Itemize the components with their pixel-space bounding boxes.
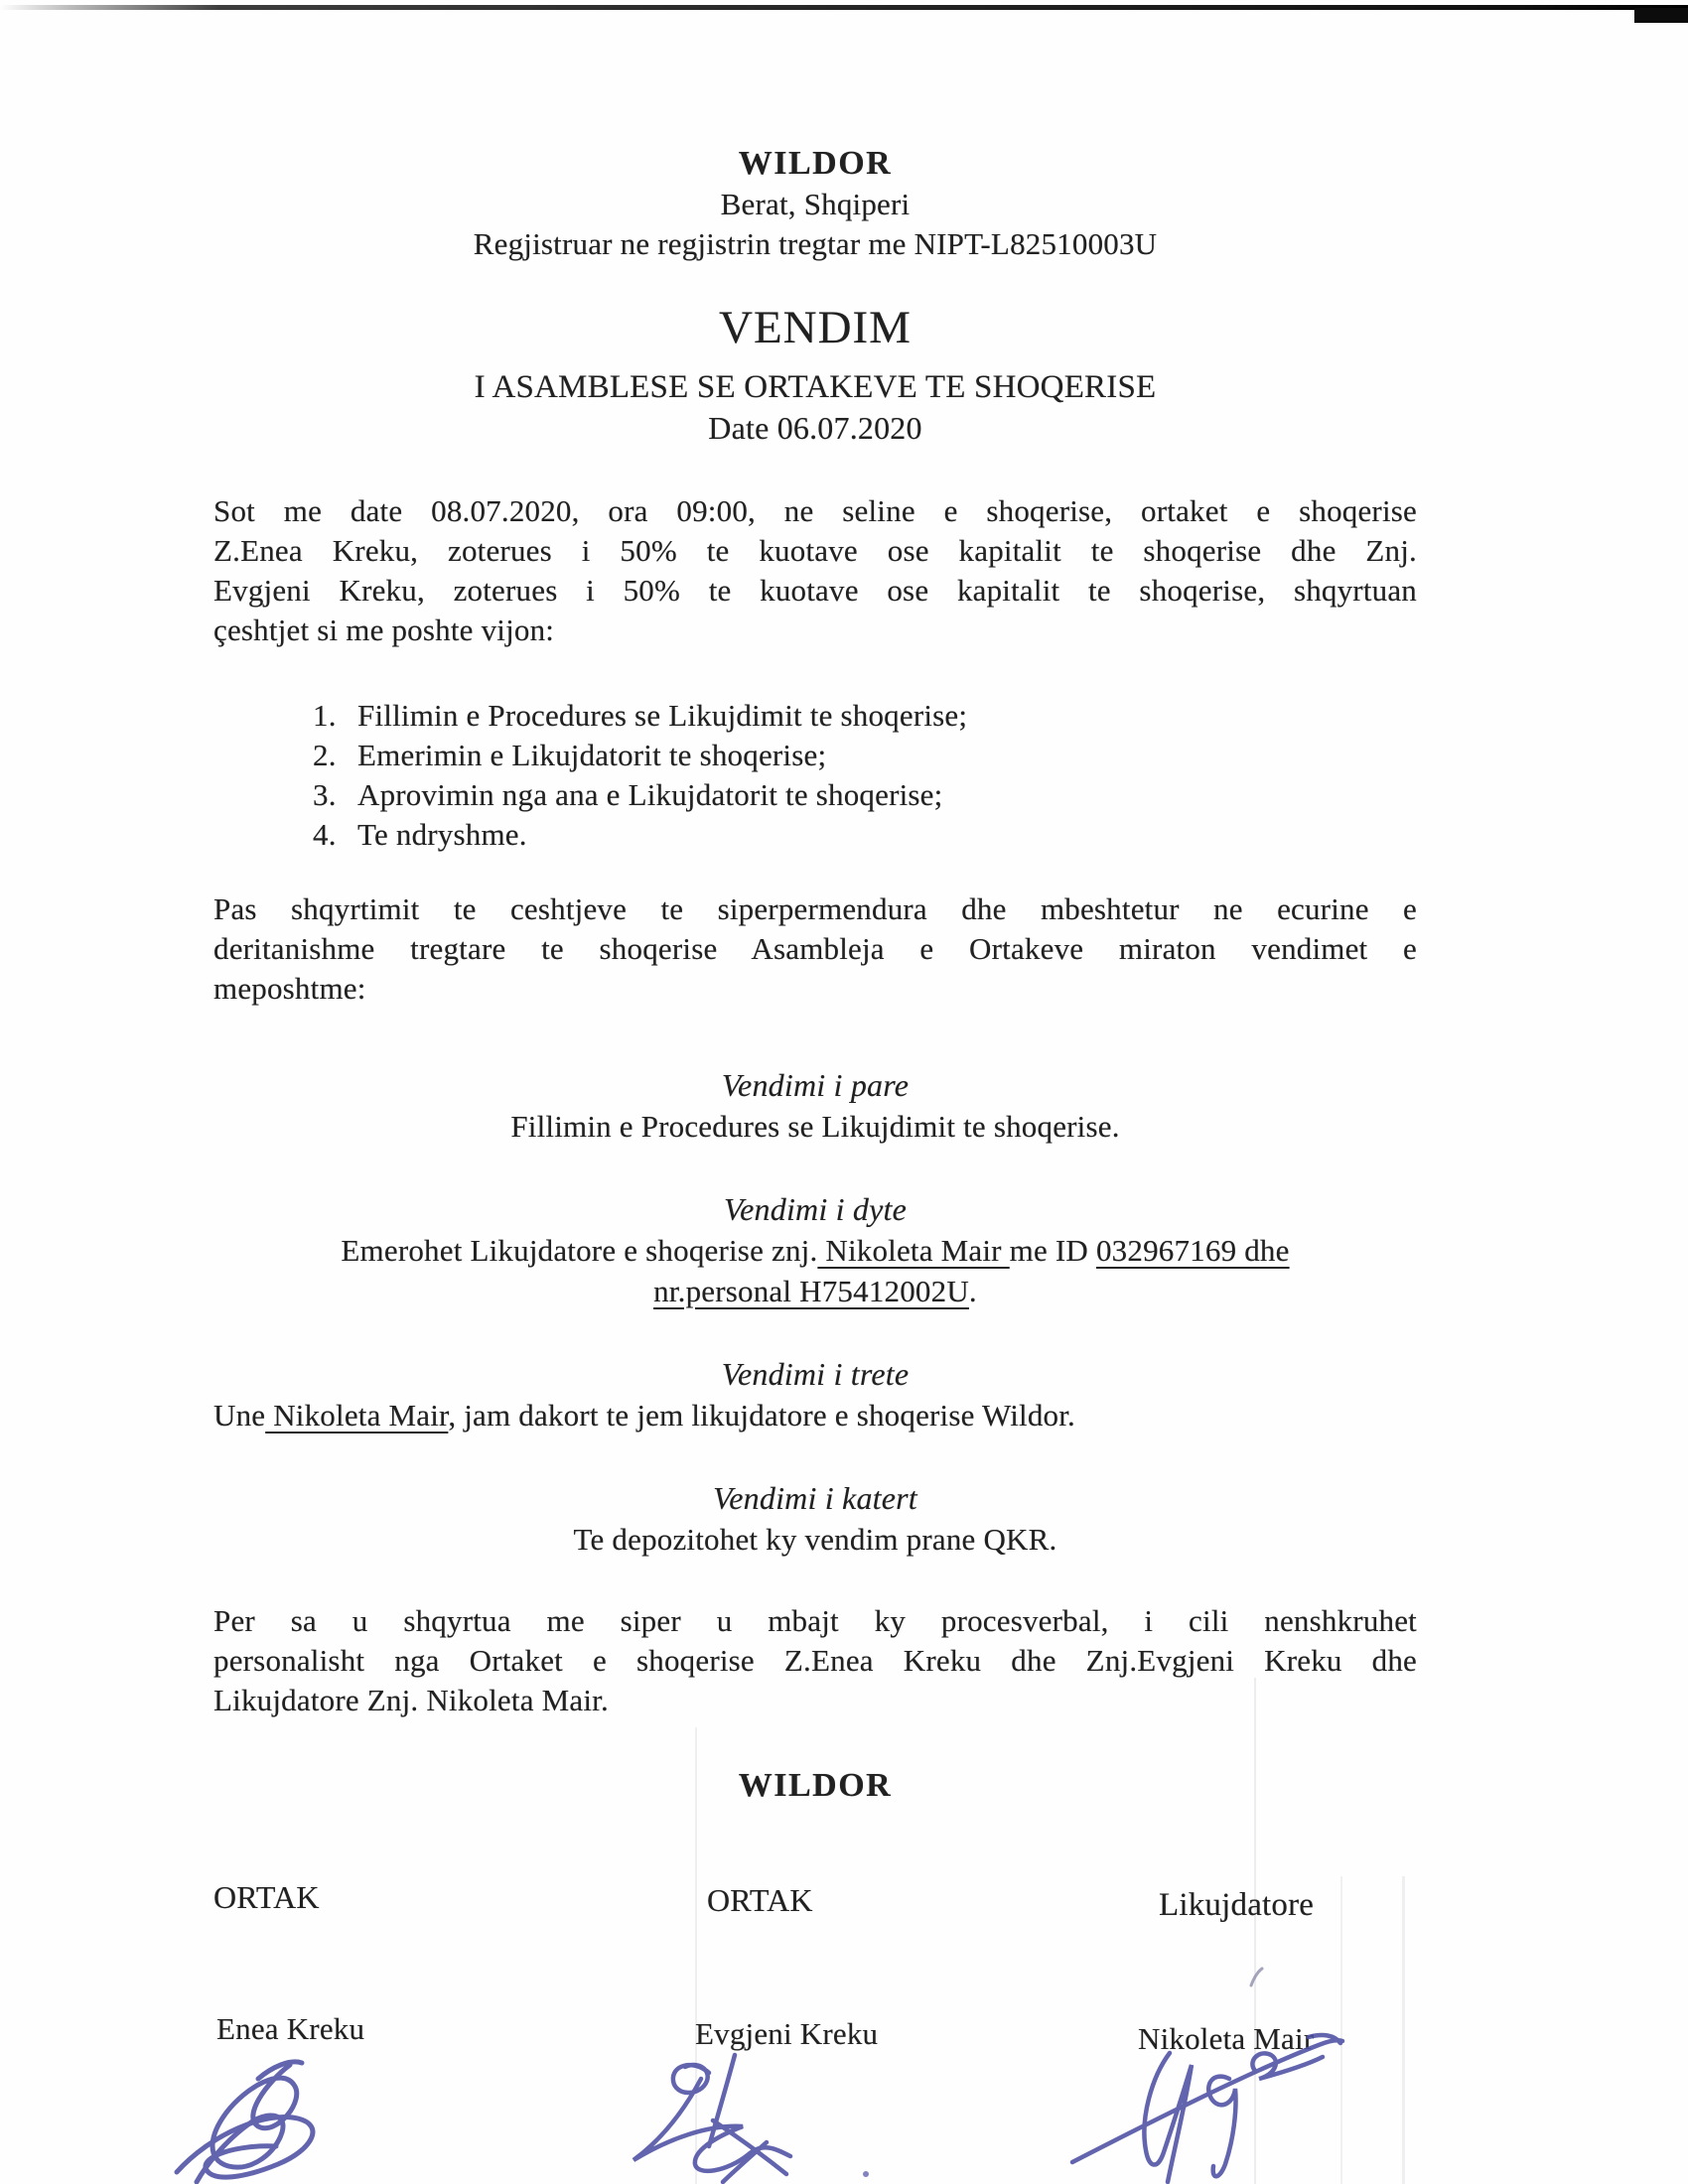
agenda-item-2 — [213, 738, 1417, 773]
intro-line-4: çeshtjet si me poshte vijon: — [213, 613, 555, 647]
document-date: Date 06.07.2020 — [708, 410, 922, 446]
agenda-text-1: Fillimin e Procedures se Likujdimit te shoqerise; — [357, 698, 968, 733]
signer-name-1: Enea Kreku — [216, 2011, 365, 2046]
signer-name-2: Evgjeni Kreku — [695, 2016, 879, 2051]
intro-line-2: Z.Enea Kreku, zoterues i 50% te kuotave ose kapitalit te shoqerise dhe Znj. — [213, 533, 1417, 568]
closing-line-3: Likujdatore Znj. Nikoleta Mair. — [213, 1683, 609, 1717]
decision-2-heading: Vendimi i dyte — [723, 1191, 908, 1227]
resolution-intro-line-1: Pas shqyrtimit te ceshtjeve te siperpermendura dhe mbeshtetur ne ecurine e — [213, 891, 1417, 926]
decision-2-id-number: 032967169 dhe — [1095, 1233, 1290, 1268]
signer-role-3: Likujdatore — [1159, 1887, 1315, 1923]
scan-streak — [1402, 1876, 1405, 2184]
agenda-item-4 — [213, 817, 1417, 853]
agenda-text-3: Aprovimin nga ana e Likujdatorit te shoqerise; — [357, 777, 943, 812]
decision-3-heading: Vendimi i trete — [721, 1356, 910, 1392]
decision-1-body: Fillimin e Procedures se Likujdimit te shoqerise. — [510, 1109, 1120, 1144]
scan-top-edge-artifact — [0, 5, 1688, 10]
agenda-item-3 — [213, 777, 1417, 813]
company-location: Berat, Shqiperi — [720, 187, 911, 221]
signature-evgjeni-kreku — [606, 2047, 894, 2184]
decision-3-liquidator-name: Nikoleta Mair — [265, 1398, 449, 1433]
document-subtitle: I ASAMBLESE SE ORTAKEVE TE SHOQERISE — [474, 369, 1157, 405]
ink-speck — [1247, 1966, 1265, 1989]
decision-2-line-1 — [213, 1233, 1417, 1269]
company-name: WILDOR — [738, 145, 893, 182]
agenda-number-2: 2. — [313, 738, 337, 772]
resolution-intro-line-3: meposhtme: — [213, 971, 366, 1006]
agenda-number-1: 1. — [313, 698, 337, 733]
intro-line-1: Sot me date 08.07.2020, ora 09:00, ne seline e shoqerise, ortaket e shoqerise — [213, 493, 1417, 528]
decision-2-liquidator-name: Nikoleta Mair — [817, 1233, 1010, 1268]
agenda-number-3: 3. — [313, 777, 337, 812]
decision-2-seg-1: Emerohet Likujdatore e shoqerise znj. — [341, 1233, 818, 1268]
signature-nikoleta-mair — [1053, 2023, 1360, 2184]
agenda-text-4: Te ndryshme. — [357, 817, 527, 852]
decision-4-body: Te depozitohet ky vendim prane QKR. — [573, 1522, 1057, 1557]
signature-enea-kreku — [159, 2055, 407, 2184]
signer-name-3: Nikoleta Mair — [1138, 2021, 1315, 2056]
intro-line-3: Evgjeni Kreku, zoterues i 50% te kuotave ose kapitalit te shoqerise, shqyrtuan — [213, 573, 1417, 608]
decision-3-body — [213, 1398, 1417, 1433]
decision-4-heading: Vendimi i katert — [713, 1480, 917, 1516]
document-title: VENDIM — [719, 302, 912, 353]
decision-3-seg-1: Une — [213, 1398, 266, 1433]
decision-2-personal-number: nr.personal H75412002U — [653, 1274, 969, 1308]
decision-2-period: . — [968, 1274, 977, 1308]
resolution-intro-line-2: deritanishme tregtare te shoqerise Asambleja e Ortakeve miraton vendimet e — [213, 931, 1417, 966]
decision-1-heading: Vendimi i pare — [721, 1067, 910, 1103]
closing-line-2: personalisht nga Ortaket e shoqerise Z.Enea Kreku dhe Znj.Evgjeni Kreku dhe — [213, 1643, 1417, 1678]
signer-role-1: ORTAK — [213, 1879, 320, 1915]
signer-role-2: ORTAK — [707, 1882, 813, 1918]
decision-2-line-2 — [213, 1274, 1417, 1309]
company-registration: Regjistruar ne regjistrin tregtar me NIPT-L82510003U — [473, 226, 1158, 261]
agenda-item-1 — [213, 698, 1417, 734]
decision-3-seg-3: , jam dakort te jem likujdatore e shoqerise Wildor. — [448, 1398, 1075, 1433]
agenda-number-4: 4. — [313, 817, 337, 852]
scan-top-right-corner-artifact — [1634, 8, 1688, 23]
agenda-text-2: Emerimin e Likujdatorit te shoqerise; — [357, 738, 827, 772]
decision-2-seg-3: me ID — [1009, 1233, 1096, 1268]
signature-company-name: WILDOR — [738, 1767, 893, 1804]
closing-line-1: Per sa u shqyrtua me siper u mbajt ky procesverbal, i cili nenshkruhet — [213, 1603, 1417, 1638]
